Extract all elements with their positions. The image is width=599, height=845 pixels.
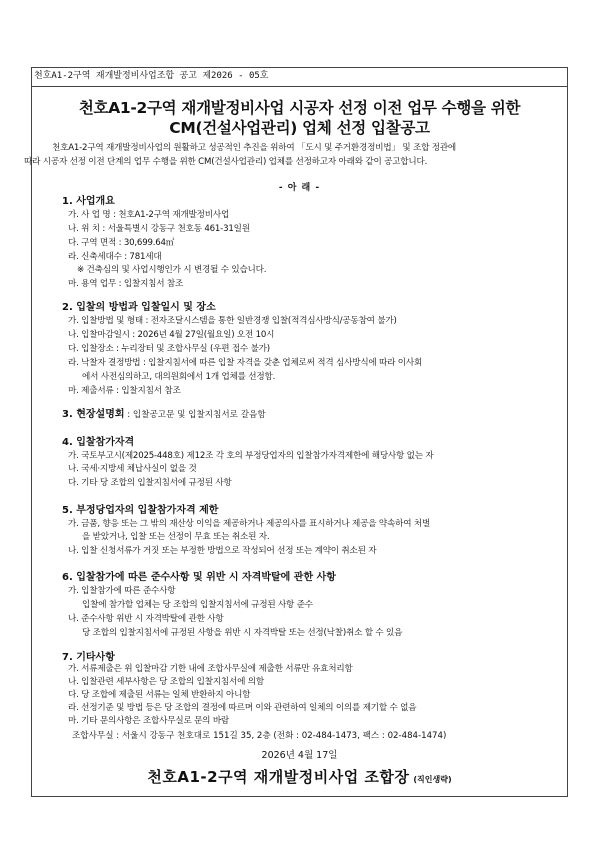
section-1-heading: 1. 사업개요 [62,196,115,207]
s6-item-a-cont: 입찰에 참가할 업체는 당 조합의 입찰지침서에 규정된 사항 준수 [82,600,313,610]
s7-item-d: 라. 선정기준 및 방법 등은 당 조합의 결정에 따르며 이와 관련하여 일체의 이의를 제기할 수 없음 [68,703,417,713]
s1-item-a: 가. 사 업 명 : 천호A1-2구역 재개발정비사업 [68,210,230,220]
notice-title-line1: 천호A1-2구역 재개발정비사업 시공자 선정 이전 업무 수행을 위한 [78,99,521,117]
notice-reference-number: 천호A1-2구역 재개발정비사업조합 공고 제2026 - 05호 [31,67,568,87]
s5-item-b: 나. 입찰 신청서류가 거짓 또는 부정한 방법으로 작성되어 선정 또는 계약이 취소된 자 [68,546,377,556]
s2-item-d: 라. 낙찰자 결정방법 : 입찰지침서에 따른 입찰 자격을 갖춘 업체로써 적격 심사방식에 따라 이사회 [68,358,423,368]
s2-item-a: 가. 입찰방법 및 형태 : 전자조달시스템을 통한 일반경쟁 입찰(적격심사방식/공동참여 불가) [68,316,397,326]
s3-title: 3. 현장설명회 [62,409,125,420]
notice-intro [24,141,564,169]
s5-item-a-cont: 을 받았거나, 입찰 또는 선정이 무효 또는 취소된 자. [82,532,270,542]
s7-item-a: 가. 서류제출은 위 입찰마감 기한 내에 조합사무실에 제출한 서류만 유효처리함 [68,664,353,674]
s1-note: ※ 건축심의 및 사업시행인가 시 변경될 수 있습니다. [77,265,267,275]
s1-item-d: 라. 신축세대수 : 781세대 [68,252,162,262]
section-5-heading: 5. 부정당업자의 입찰참가자격 제한 [62,505,219,516]
s2-item-b: 나. 입찰마감일시 : 2026년 4월 27일(월요일) 오전 10시 [68,330,275,340]
intro-line1: 천호A1-2구역 재개발정비사업의 원활하고 성공적인 추진을 위하여 「도시 및 주거환경정비법」 및 조합 정관에 [52,143,457,153]
s1-item-e: 마. 용역 업무 : 입찰지침서 참조 [68,279,184,289]
intro-line2: 따라 시공자 선정 이전 단계의 업무 수행을 위한 CM(건설사업관리) 업체를 선정하고자 아래와 같이 공고합니다. [24,157,428,167]
s4-item-c: 다. 기타 당 조합의 입찰지침서에 규정된 사항 [68,478,232,488]
s7-item-b: 나. 입찰관련 세부사항은 당 조합의 입찰지침서에 의함 [68,677,264,687]
signer-name: 천호A1-2구역 재개발정비사업 조합장 [147,768,410,786]
s7-item-c: 다. 당 조합에 제출된 서류는 일체 반환하지 아니함 [68,690,251,700]
signer-seal-note: (직인생략) [413,775,452,784]
s6-item-b-cont: 당 조합의 입찰지침서에 규정된 사항을 위반 시 자격박탈 또는 선정(낙찰)취소 할 수 있음 [82,628,403,638]
notice-date: 2026년 4월 17일 [261,750,338,761]
section-6-heading: 6. 입찰참가에 따른 준수사항 및 위반 시 자격박탈에 관한 사항 [62,572,336,583]
s4-item-a: 가. 국토부고시(제2025-448호) 제12조 각 호의 부정당업자의 입찰참가자격제한에 해당사항 없는 자 [68,451,434,461]
s6-item-b: 나. 준수사항 위반 시 자격박탈에 관한 사항 [68,614,224,624]
s1-item-c: 다. 구역 면적 : 30,699.64㎡ [68,238,175,248]
section-4-heading: 4. 입찰참가자격 [62,437,135,448]
s2-item-c: 다. 입찰장소 : 누리장터 및 조합사무실 (우편 접수 불가) [68,344,270,354]
s2-item-d-cont: 에서 사전심의하고, 대의원회에서 1개 업체를 선정함. [82,372,276,382]
section-3-heading [62,405,266,420]
s5-item-a: 가. 금품, 향응 또는 그 밖의 재산상 이익을 제공하거나 제공의사를 표시하거나 제공을 약속하여 처벌 [68,519,431,529]
s4-item-b: 나. 국세·지방세 체납사실이 없을 것 [68,464,197,474]
s1-item-b: 나. 위 치 : 서울특별시 강동구 천호동 461-31일원 [68,224,250,234]
center-mark: - 아 래 - [278,183,321,193]
notice-title-line2: CM(건설사업관리) 업체 선정 입찰공고 [169,119,430,137]
s6-item-a: 가. 입찰참가에 따른 준수사항 [68,586,176,596]
s3-detail: : 입찰공고문 및 입찰지침서로 갈음함 [124,410,266,420]
section-2-heading: 2. 입찰의 방법과 입찰일시 및 장소 [62,302,216,313]
s2-item-e: 마. 제출서류 : 입찰지침서 참조 [68,386,181,396]
s7-item-e: 마. 기타 문의사항은 조합사무실로 문의 바람 [68,716,230,726]
section-7-heading: 7. 기타사항 [62,652,115,663]
contact-info: 조합사무실 : 서울시 강동구 천호대로 151길 35, 2층 (전화 : 02-484-1473, 팩스 : 02-484-1474) [72,731,447,741]
signer-block [31,766,568,787]
